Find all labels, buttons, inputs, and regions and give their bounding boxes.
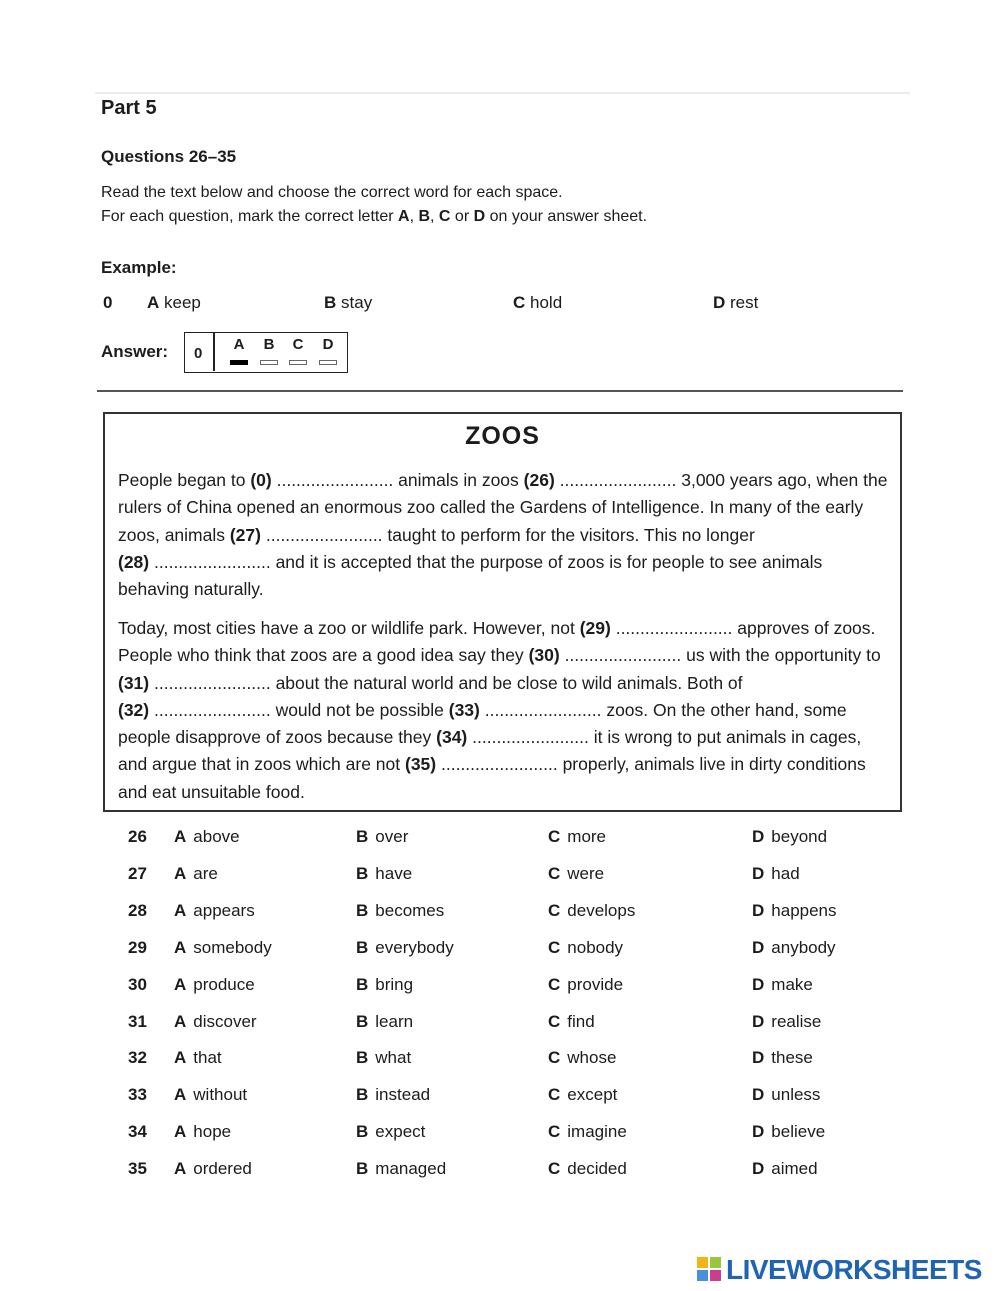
- option-letter: A: [174, 1011, 187, 1031]
- answer-divider: [213, 333, 215, 371]
- option-a[interactable]: [174, 1085, 247, 1105]
- option-word: happens: [771, 900, 837, 920]
- option-word: these: [771, 1048, 813, 1068]
- option-letter: B: [356, 1085, 369, 1105]
- option-letter: B: [356, 900, 369, 920]
- gap-34: [436, 727, 589, 747]
- option-word: that: [193, 1048, 222, 1068]
- option-a[interactable]: [174, 1159, 252, 1179]
- option-letter: A: [174, 827, 187, 846]
- option-c[interactable]: [548, 1159, 627, 1179]
- section-divider: [97, 390, 903, 392]
- option-letter: B: [356, 827, 369, 846]
- liveworksheets-logo-icon: [697, 1257, 723, 1281]
- question-number: 26: [128, 827, 147, 846]
- option-d[interactable]: [752, 1159, 818, 1179]
- option-word: produce: [193, 974, 255, 994]
- brand-name: LIVEWORKSHEETS: [726, 1254, 982, 1285]
- option-letter: C: [548, 974, 561, 994]
- answer-box: [184, 332, 348, 373]
- gap-number: (26): [523, 470, 555, 490]
- option-word: except: [567, 1085, 618, 1105]
- option-word: without: [193, 1085, 248, 1105]
- option-word: imagine: [567, 1122, 627, 1142]
- option-word: above: [193, 827, 240, 846]
- questions-range: Questions 26–35: [101, 147, 237, 166]
- option-a[interactable]: [174, 938, 272, 958]
- option-letter: C: [548, 1011, 561, 1031]
- option-b[interactable]: [356, 864, 412, 884]
- option-word: becomes: [375, 900, 445, 920]
- paragraph-2: [118, 615, 893, 806]
- paragraph-text: zoos. On the other hand, some people disapprove of zoos because they: [118, 699, 847, 748]
- question-number: 31: [128, 1011, 147, 1031]
- reading-text-box: [103, 412, 902, 812]
- option-word: provide: [567, 974, 624, 994]
- question-number: 34: [128, 1122, 147, 1142]
- option-word: discover: [193, 1011, 257, 1031]
- gap-number: (33): [448, 699, 480, 720]
- option-d[interactable]: [752, 938, 836, 958]
- answer-letter-a: A: [233, 336, 245, 353]
- paragraph-text: animals in zoos: [393, 470, 524, 490]
- question-number: 30: [128, 974, 147, 994]
- option-d[interactable]: [752, 827, 827, 847]
- gap-0: [250, 470, 393, 490]
- option-word: somebody: [193, 937, 272, 957]
- option-d[interactable]: [752, 975, 813, 995]
- option-word: beyond: [771, 827, 828, 846]
- gap-33: [449, 700, 602, 720]
- option-letter: D: [752, 1011, 765, 1031]
- option-word: unless: [771, 1085, 821, 1105]
- example-number: 0: [103, 293, 113, 312]
- option-word: what: [375, 1048, 412, 1068]
- option-letter: A: [174, 900, 187, 920]
- gap-30: [529, 645, 682, 665]
- option-word: managed: [375, 1159, 447, 1179]
- paragraph-text: approves of zoos. People who think that zoos are a good idea say they: [118, 618, 876, 666]
- option-letter: A: [174, 1085, 187, 1105]
- option-b[interactable]: [356, 1159, 446, 1179]
- gap-number: (27): [229, 524, 261, 545]
- gap-number: (31): [118, 672, 150, 693]
- gap-32: [118, 700, 271, 720]
- option-word: find: [567, 1011, 595, 1031]
- option-b[interactable]: [356, 1122, 425, 1142]
- option-d[interactable]: [752, 1012, 821, 1032]
- option-letter: B: [356, 1159, 369, 1179]
- option-letter: D: [752, 827, 765, 846]
- example-option-d: D rest: [713, 293, 759, 312]
- option-word: learn: [375, 1011, 414, 1031]
- option-d[interactable]: [752, 1122, 825, 1142]
- gap-28: [118, 552, 271, 572]
- option-a[interactable]: [174, 1048, 222, 1068]
- top-divider: [95, 92, 910, 94]
- question-number: 32: [128, 1048, 147, 1068]
- option-word: have: [375, 863, 413, 883]
- question-number: 27: [128, 863, 147, 883]
- option-letter: C: [548, 1159, 561, 1179]
- option-letter: B: [356, 1048, 369, 1068]
- text-title: ZOOS: [465, 422, 540, 450]
- gap-number: (34): [436, 727, 468, 748]
- paragraph-text: taught to perform for the visitors. This no longer: [382, 524, 755, 545]
- paragraph-text: Today, most cities have a zoo or wildlife park. However, not: [118, 618, 580, 638]
- option-letter: C: [548, 937, 561, 957]
- paragraph-text: People began to: [118, 470, 251, 490]
- option-b[interactable]: [356, 938, 454, 958]
- question-number: 33: [128, 1085, 147, 1105]
- option-d[interactable]: [752, 864, 800, 884]
- question-number: 28: [128, 900, 147, 920]
- option-word: had: [771, 863, 800, 883]
- option-letter: B: [356, 863, 369, 883]
- option-letter: D: [752, 1048, 765, 1068]
- gap-dots: ........................: [615, 618, 733, 638]
- option-letter: A: [174, 1159, 187, 1179]
- option-letter: C: [548, 1122, 561, 1142]
- gap-dots: ........................: [265, 524, 383, 545]
- option-c[interactable]: [548, 938, 623, 958]
- option-word: realise: [771, 1011, 822, 1031]
- option-letter: D: [752, 1085, 765, 1105]
- answer-label: Answer:: [101, 342, 169, 361]
- option-b[interactable]: [356, 827, 408, 847]
- option-c[interactable]: [548, 864, 604, 884]
- gap-dots: ........................: [154, 551, 271, 572]
- gap-27: [230, 525, 383, 545]
- option-letter: B: [356, 974, 369, 994]
- answer-letter-b: B: [263, 336, 275, 353]
- gap-dots: ........................: [564, 645, 682, 666]
- option-c[interactable]: [548, 975, 623, 995]
- option-c[interactable]: [548, 1012, 595, 1032]
- option-word: develops: [567, 900, 636, 920]
- example-option-c: C hold: [513, 293, 563, 312]
- gap-dots: ........................: [472, 727, 589, 748]
- gap-dots: ........................: [154, 699, 271, 720]
- gap-number: (35): [405, 754, 437, 775]
- option-letter: C: [548, 827, 561, 846]
- option-c[interactable]: [548, 1122, 627, 1142]
- gap-number: (28): [118, 551, 150, 572]
- option-word: ordered: [193, 1159, 252, 1179]
- option-b[interactable]: [356, 1048, 411, 1068]
- option-c[interactable]: [548, 1048, 616, 1068]
- example-option-a: A keep: [147, 293, 201, 312]
- option-a[interactable]: [174, 864, 218, 884]
- paragraph-text: properly, animals live in dirty conditions and eat unsuitable food.: [118, 754, 866, 802]
- option-b[interactable]: [356, 1012, 413, 1032]
- option-letter: B: [356, 1122, 369, 1142]
- question-number: 35: [128, 1159, 147, 1179]
- part-title: Part 5: [101, 97, 157, 119]
- option-d[interactable]: [752, 901, 837, 921]
- option-b[interactable]: [356, 975, 413, 995]
- instruction-line-1: Read the text below and choose the correct word for each space.: [101, 184, 563, 201]
- option-d[interactable]: [752, 1085, 820, 1105]
- option-letter: C: [548, 1048, 561, 1068]
- gap-dots: ........................: [484, 699, 602, 720]
- option-a[interactable]: [174, 1012, 257, 1032]
- question-number: 29: [128, 937, 147, 957]
- option-letter: A: [174, 863, 187, 883]
- answer-letter-c: C: [292, 336, 304, 353]
- gap-number: (32): [118, 699, 150, 720]
- option-letter: B: [356, 1011, 369, 1031]
- gap-dots: ........................: [154, 672, 271, 693]
- option-word: hope: [193, 1122, 232, 1142]
- gap-35: [405, 754, 558, 774]
- option-a[interactable]: [174, 975, 255, 995]
- gap-26: [524, 470, 677, 490]
- option-word: decided: [567, 1159, 627, 1179]
- option-word: appears: [193, 900, 255, 920]
- paragraph-text: it is wrong to put animals in cages, and argue that in zoos which are not: [118, 727, 862, 775]
- paragraph-text: would not be possible: [270, 699, 449, 720]
- gap-number: (0): [250, 470, 272, 490]
- option-word: everybody: [375, 937, 454, 957]
- option-word: expect: [375, 1122, 426, 1142]
- answer-mark-a-filled: [230, 360, 248, 365]
- option-letter: C: [548, 863, 561, 883]
- option-letter: D: [752, 1122, 765, 1142]
- instruction-line-2: For each question, mark the correct letter A, B, C or D on your answer sheet.: [101, 208, 648, 225]
- answer-mark-c: [289, 360, 307, 365]
- option-word: bring: [375, 974, 414, 994]
- answer-number: 0: [194, 345, 203, 362]
- option-word: anybody: [771, 937, 836, 957]
- option-b[interactable]: [356, 1085, 430, 1105]
- example-label: Example:: [101, 258, 177, 277]
- option-word: instead: [375, 1085, 431, 1105]
- answer-mark-d: [319, 360, 337, 365]
- option-a[interactable]: [174, 1122, 231, 1142]
- option-letter: A: [174, 1122, 187, 1142]
- gap-dots: ........................: [441, 754, 558, 775]
- paragraph-text: 3,000 years ago, when the rulers of China opened an enormous zoo called the Gardens of Intelligence. In many of the early zoos, animals: [118, 470, 888, 545]
- option-word: more: [567, 827, 607, 846]
- option-letter: A: [174, 1048, 187, 1068]
- gap-dots: ........................: [276, 470, 394, 490]
- option-word: whose: [567, 1048, 617, 1068]
- option-letter: D: [752, 1159, 765, 1179]
- option-word: nobody: [567, 937, 624, 957]
- option-b[interactable]: [356, 901, 444, 921]
- option-word: believe: [771, 1122, 826, 1142]
- option-letter: A: [174, 974, 187, 994]
- option-word: over: [375, 827, 409, 846]
- paragraph-text: us with the opportunity to: [681, 645, 881, 666]
- option-letter: D: [752, 900, 765, 920]
- paragraph-text: and it is accepted that the purpose of zoos is for people to see animals behaving naturally.: [118, 551, 823, 600]
- option-letter: D: [752, 863, 765, 883]
- option-letter: C: [548, 900, 561, 920]
- option-d[interactable]: [752, 1048, 813, 1068]
- gap-dots: ........................: [559, 470, 677, 490]
- option-letter: A: [174, 937, 187, 957]
- option-c[interactable]: [548, 827, 606, 847]
- option-word: were: [567, 863, 605, 883]
- option-word: make: [771, 974, 813, 994]
- option-word: are: [193, 863, 218, 883]
- example-option-b: B stay: [324, 293, 373, 312]
- gap-29: [580, 618, 733, 638]
- option-letter: D: [752, 974, 765, 994]
- option-letter: D: [752, 937, 765, 957]
- option-letter: B: [356, 937, 369, 957]
- option-a[interactable]: [174, 901, 255, 921]
- option-word: aimed: [771, 1159, 818, 1179]
- paragraph-text: about the natural world and be close to wild animals. Both of: [270, 672, 743, 693]
- gap-number: (30): [528, 645, 560, 666]
- answer-letter-d: D: [322, 336, 334, 353]
- option-c[interactable]: [548, 901, 635, 921]
- paragraph-1: [118, 467, 893, 603]
- answer-mark-b: [260, 360, 278, 365]
- option-c[interactable]: [548, 1085, 617, 1105]
- option-a[interactable]: [174, 827, 240, 847]
- gap-number: (29): [579, 618, 611, 638]
- option-letter: C: [548, 1085, 561, 1105]
- gap-31: [118, 673, 271, 693]
